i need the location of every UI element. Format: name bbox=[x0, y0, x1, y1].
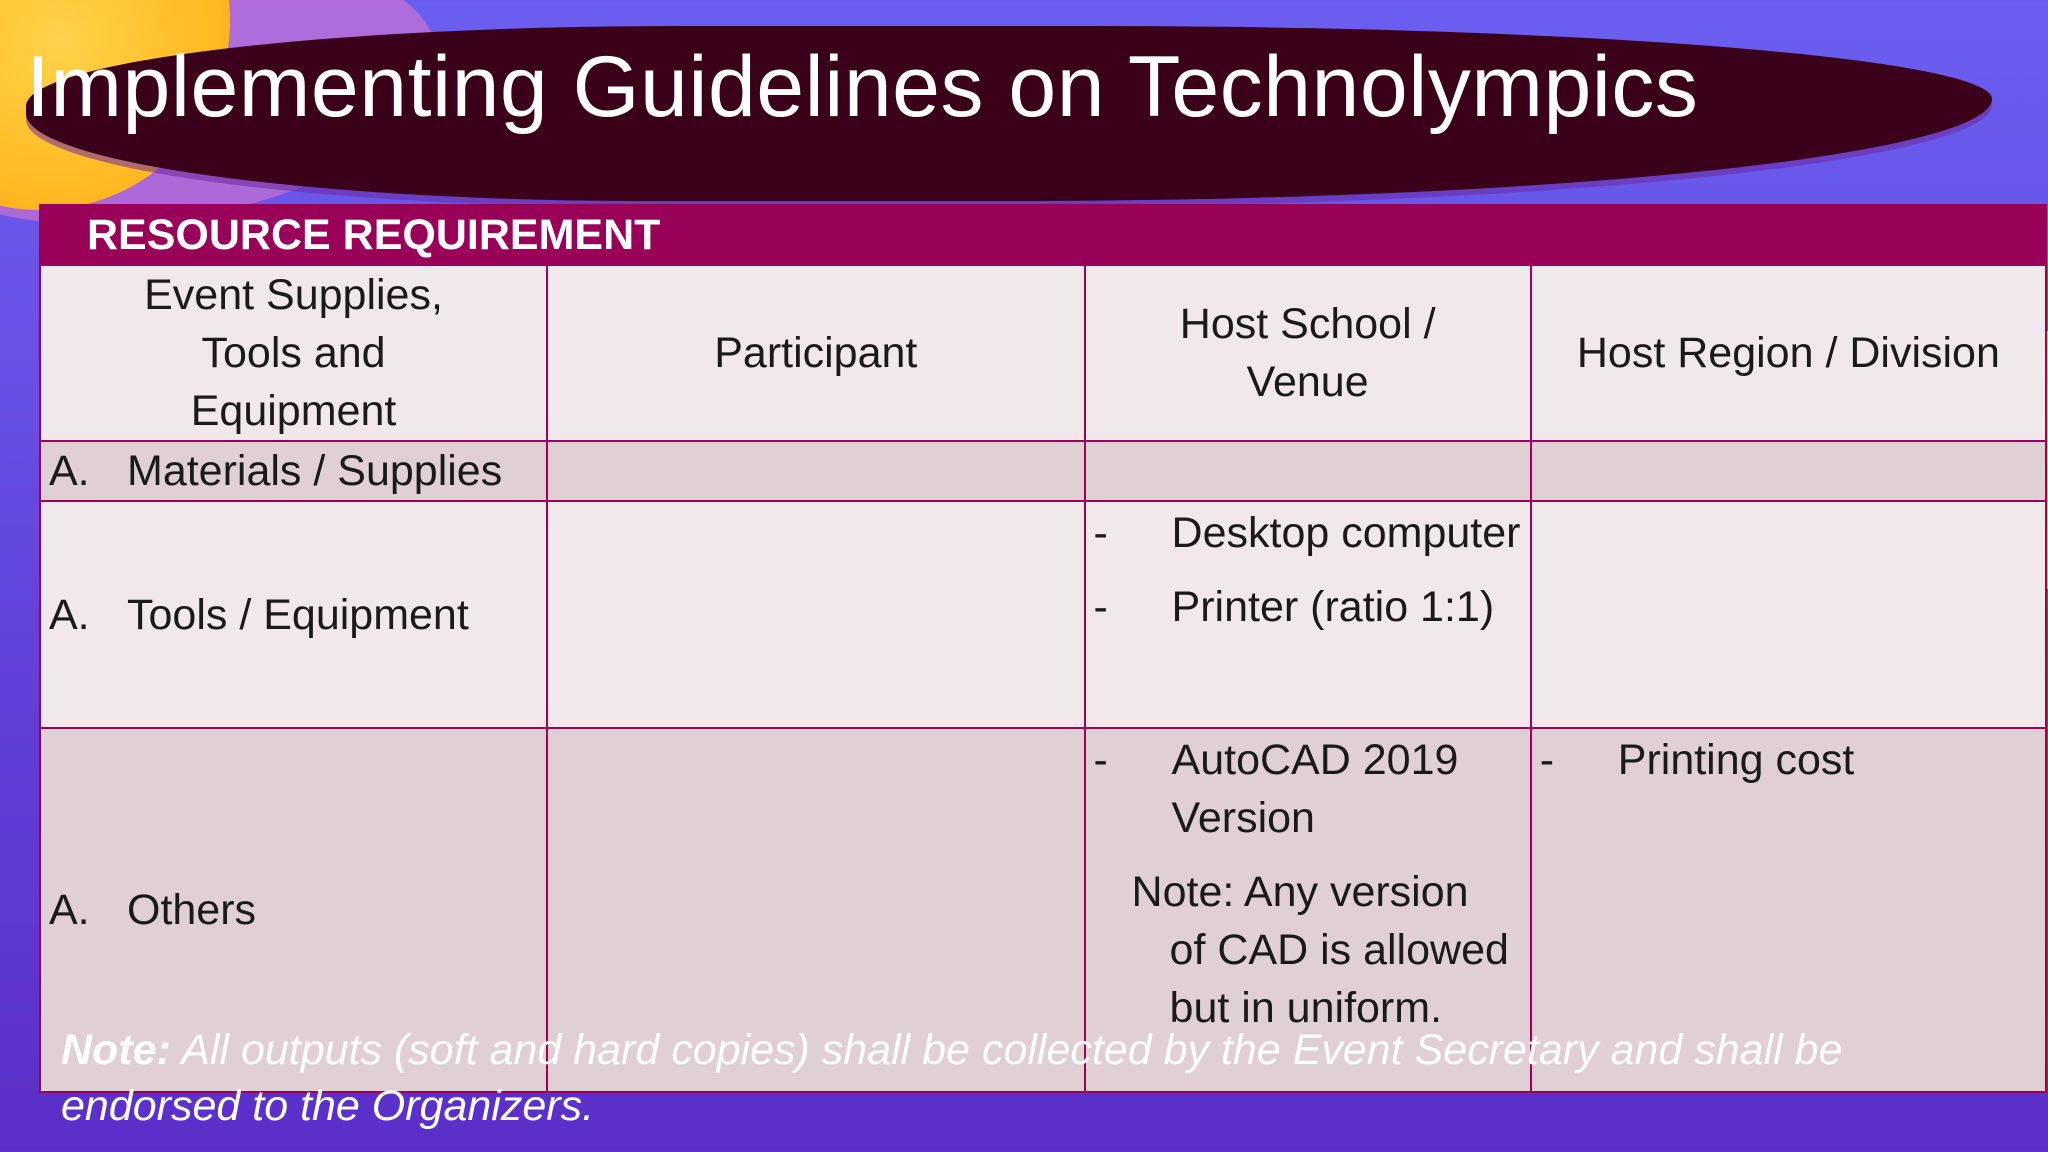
column-header-host-school: Host School / Venue bbox=[1085, 265, 1531, 441]
list-item bbox=[1094, 731, 1522, 847]
row-label: Materials / Supplies bbox=[127, 447, 503, 495]
host-school-note bbox=[1094, 863, 1522, 1037]
table-row bbox=[40, 501, 2046, 728]
row-label-cell bbox=[40, 501, 547, 728]
dash-marker: - bbox=[1093, 583, 1108, 631]
list-item bbox=[1094, 504, 1522, 562]
item-text: Desktop computer bbox=[1171, 509, 1521, 557]
row-marker: A. bbox=[49, 590, 90, 639]
host-region-cell bbox=[1531, 501, 2046, 728]
item-text: AutoCAD 2019 Version bbox=[1171, 736, 1459, 842]
list-item bbox=[1540, 731, 2037, 789]
column-header-host-region: Host Region / Division bbox=[1531, 265, 2046, 441]
host-school-cell bbox=[1085, 501, 1531, 728]
dash-marker: - bbox=[1539, 736, 1555, 784]
participant-cell bbox=[547, 501, 1084, 728]
column-header-row bbox=[40, 265, 2046, 441]
footer-note-label: Note: bbox=[61, 1026, 171, 1074]
section-header-row bbox=[40, 205, 2046, 265]
note-continuation: of CAD is allowed but in uniform. bbox=[1169, 926, 1509, 1032]
item-text: Printing cost bbox=[1617, 736, 1855, 784]
footer-note bbox=[61, 1022, 2001, 1134]
resource-requirement-table bbox=[39, 204, 2047, 1093]
host-region-cell bbox=[1531, 441, 2046, 501]
row-label: Others bbox=[127, 886, 257, 934]
list-item bbox=[1094, 578, 1522, 636]
item-text: Printer (ratio 1:1) bbox=[1171, 583, 1495, 631]
slide-title: Implementing Guidelines on Technolympics bbox=[26, 39, 1699, 135]
note-first-line: Note: Any version bbox=[1131, 868, 1469, 916]
footer-note-text: All outputs (soft and hard copies) shall be collected by the Event Secretary and shall be endorsed to the Organizers. bbox=[61, 1026, 1843, 1130]
row-label: Tools / Equipment bbox=[127, 590, 469, 639]
column-header-supplies: Event Supplies, Tools and Equipment bbox=[40, 265, 547, 441]
table-row bbox=[40, 441, 2046, 501]
dash-marker: - bbox=[1093, 509, 1108, 557]
row-label-cell bbox=[40, 441, 547, 501]
column-header-participant: Participant bbox=[547, 265, 1084, 441]
row-marker: A. bbox=[49, 447, 90, 495]
participant-cell bbox=[547, 441, 1084, 501]
host-school-cell bbox=[1085, 441, 1531, 501]
row-marker: A. bbox=[49, 886, 90, 934]
dash-marker: - bbox=[1093, 736, 1108, 784]
section-header: RESOURCE REQUIREMENT bbox=[40, 205, 2046, 265]
